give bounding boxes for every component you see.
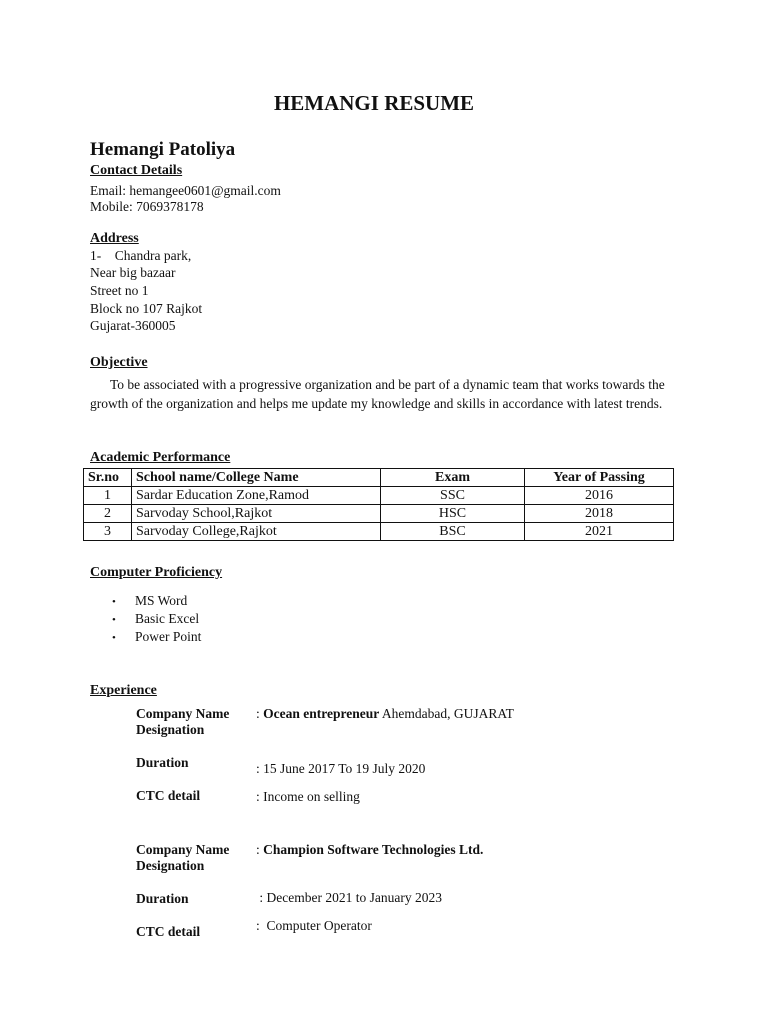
- table-cell: 2021: [525, 523, 674, 541]
- objective-text: [90, 376, 665, 413]
- table-cell: HSC: [381, 505, 525, 523]
- address-line: 1- Chandra park,: [90, 248, 192, 263]
- address-line: Near big bazaar: [90, 265, 176, 280]
- ctc-label: CTC detail: [136, 788, 201, 803]
- ctc-value: : Computer Operator: [256, 918, 372, 933]
- bullet-icon: •: [112, 596, 116, 608]
- value-prefix: :: [256, 842, 264, 857]
- list-item: [112, 592, 201, 610]
- address-line: Street no 1: [90, 283, 149, 298]
- company-name-label: Company Name: [136, 706, 230, 721]
- ctc-value: : Income on selling: [256, 789, 360, 804]
- table-cell: Sarvoday College,Rajkot: [132, 523, 381, 541]
- list-item: [112, 610, 201, 628]
- objective-body: To be associated with a progressive organization and be part of a dynamic team that works towards the growth of the organization and helps me update my knowledge and skills in accordance with latest trends.: [90, 377, 665, 411]
- candidate-name: Hemangi Patoliya: [90, 139, 236, 160]
- duration-value: : December 2021 to January 2023: [256, 890, 442, 905]
- duration-value: : 15 June 2017 To 19 July 2020: [256, 761, 426, 776]
- table-cell: 3: [84, 523, 132, 541]
- computer-heading: Computer Proficiency: [90, 565, 223, 580]
- skills-list: [112, 592, 201, 646]
- duration-label: Duration: [136, 891, 189, 906]
- column-header: Exam: [381, 469, 525, 487]
- table-header-row: [84, 469, 674, 487]
- objective-heading: Objective: [90, 355, 148, 370]
- column-header: Sr.no: [84, 469, 132, 487]
- column-header: School name/College Name: [132, 469, 381, 487]
- table-row: [84, 487, 674, 505]
- company-location: Ahemdabad, GUJARAT: [379, 706, 514, 721]
- bullet-icon: •: [112, 614, 116, 626]
- academic-heading: Academic Performance: [90, 450, 231, 465]
- designation-label: Designation: [136, 722, 205, 737]
- company-name: Ocean entrepreneur: [263, 706, 380, 721]
- company-name: Champion Software Technologies Ltd.: [263, 842, 484, 857]
- experience-heading: Experience: [90, 683, 157, 698]
- value-prefix: :: [256, 706, 264, 721]
- table-cell: 2018: [525, 505, 674, 523]
- skill-label: Basic Excel: [135, 611, 200, 626]
- ctc-label: CTC detail: [136, 924, 201, 939]
- academic-table: [83, 468, 674, 541]
- table-cell: SSC: [381, 487, 525, 505]
- table-row: [84, 523, 674, 541]
- duration-label: Duration: [136, 755, 189, 770]
- table-cell: Sardar Education Zone,Ramod: [132, 487, 381, 505]
- company-name-label: Company Name: [136, 842, 230, 857]
- address-line: Gujarat-360005: [90, 318, 176, 333]
- column-header: Year of Passing: [525, 469, 674, 487]
- skill-label: Power Point: [135, 629, 202, 644]
- bullet-icon: •: [112, 632, 116, 644]
- resume-title: HEMANGI RESUME: [273, 91, 475, 115]
- company-value: [256, 842, 483, 858]
- address-line: Block no 107 Rajkot: [90, 301, 203, 316]
- table-cell: Sarvoday School,Rajkot: [132, 505, 381, 523]
- designation-label: Designation: [136, 858, 205, 873]
- email-line: Email: hemangee0601@gmail.com: [90, 183, 281, 198]
- table-cell: 1: [84, 487, 132, 505]
- skill-label: MS Word: [135, 593, 188, 608]
- table-cell: 2: [84, 505, 132, 523]
- table-cell: 2016: [525, 487, 674, 505]
- address-heading: Address: [90, 231, 139, 246]
- contact-heading: Contact Details: [90, 163, 183, 178]
- list-item: [112, 628, 201, 646]
- company-value: [256, 706, 514, 722]
- table-cell: BSC: [381, 523, 525, 541]
- mobile-line: Mobile: 7069378178: [90, 199, 204, 214]
- table-row: [84, 505, 674, 523]
